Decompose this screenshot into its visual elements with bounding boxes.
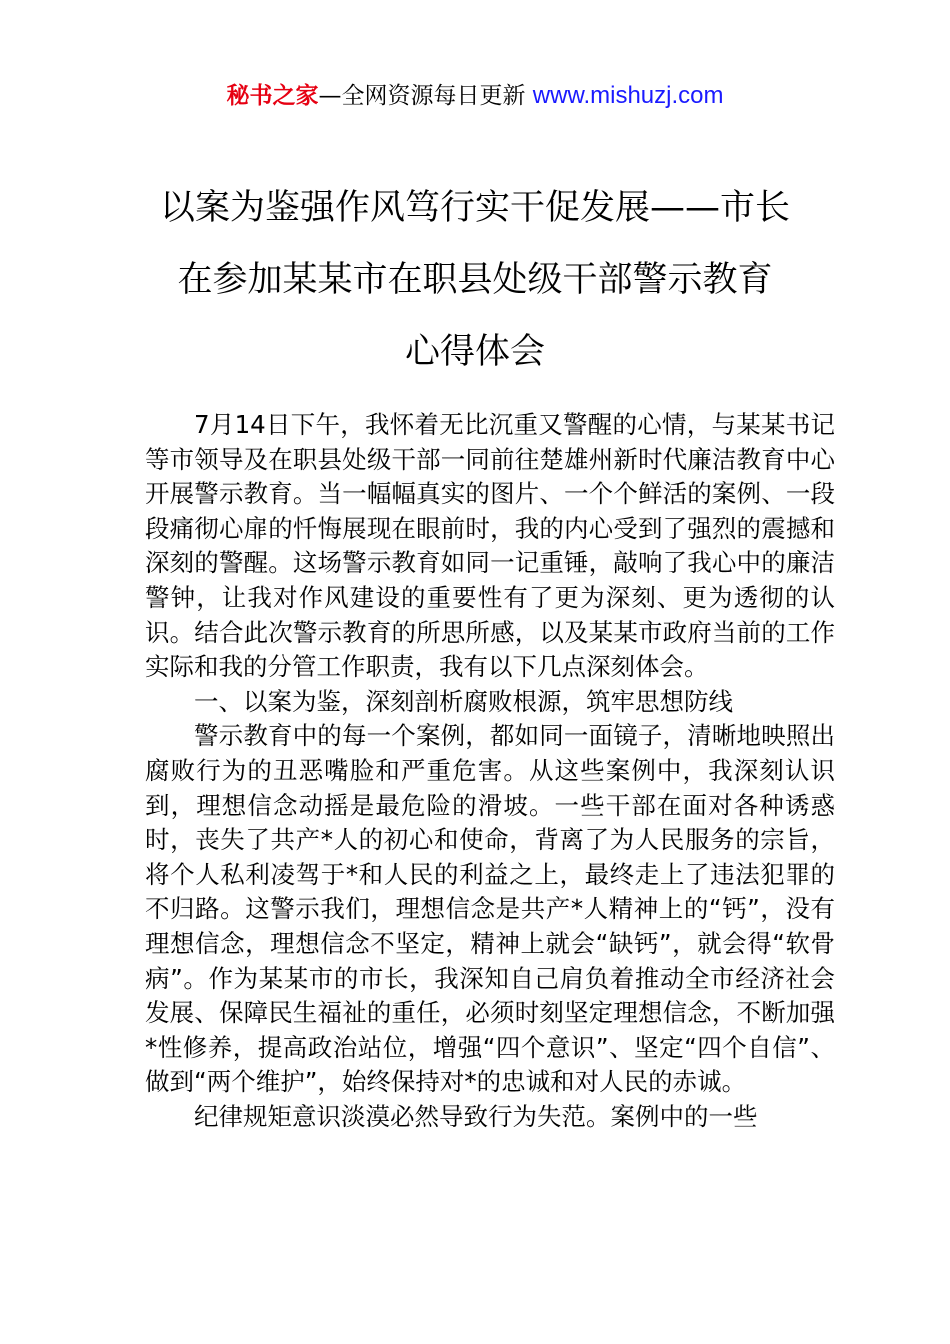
body-paragraph: 警示教育中的每一个案例，都如同一面镜子，清晰地映照出腐败行为的丑恶嘴脸和严重危害。从这些案例中，我深刻认识到，理想信念动摇是最危险的滑坡。一些干部在面对各种诱惑时，丧失了共产*人的初心和使命，背离了为人民服务的宗旨，将个人私利凌驾于*和人民的利益之上，最终走上了违法犯罪的不归路。这警示我们，理想信念是共产*人精神上的“钙”，没有理想信念，理想信念不坚定，精神上就会“缺钙”，就会得“软骨病”。作为某某市的市长，我深知自己肩负着推动全市经济社会发展、保障民生福祉的重任，必须时刻坚定理想信念，不断加强*性修养，提高政治站位，增强“四个意识”、坚定“四个自信”、做到“两个维护”，始终保持对*的忠诚和对人民的赤诚。 (145, 721, 835, 1097)
site-url-link[interactable]: www.mishuzj.com (532, 82, 724, 109)
brand-name: 秘书之家 (226, 83, 319, 109)
site-header (0, 80, 950, 112)
section-heading: 一、以案为鉴，深刻剖析腐败根源，筑牢思想防线 (194, 686, 733, 716)
document-title (120, 172, 830, 388)
header-tagline: —全网资源每日更新 (318, 83, 533, 109)
body-paragraph: 纪律规矩意识淡漠必然导致行为失范。案例中的一些 (194, 1101, 758, 1131)
title-line: 以案为鉴强作风笃行实干促发展——市长 (159, 188, 790, 228)
title-line: 心得体会 (404, 332, 545, 372)
body-paragraph: 7月14日下午，我怀着无比沉重又警醒的心情，与某某书记等市领导及在职县处级干部一同前往楚雄州新时代廉洁教育中心开展警示教育。当一幅幅真实的图片、一个个鲜活的案例、一段段痛彻心扉的忏悔展现在眼前时，我的内心受到了强烈的震撼和深刻的警醒。这场警示教育如同一记重锤，敲响了我心中的廉洁警钟，让我对作风建设的重要性有了更为深刻、更为透彻的认识。结合此次警示教育的所思所感，以及某某市政府当前的工作实际和我的分管工作职责，我有以下几点深刻体会。 (145, 410, 835, 682)
title-line: 在参加某某市在职县处级干部警示教育 (177, 260, 773, 300)
document-body (145, 408, 835, 1134)
